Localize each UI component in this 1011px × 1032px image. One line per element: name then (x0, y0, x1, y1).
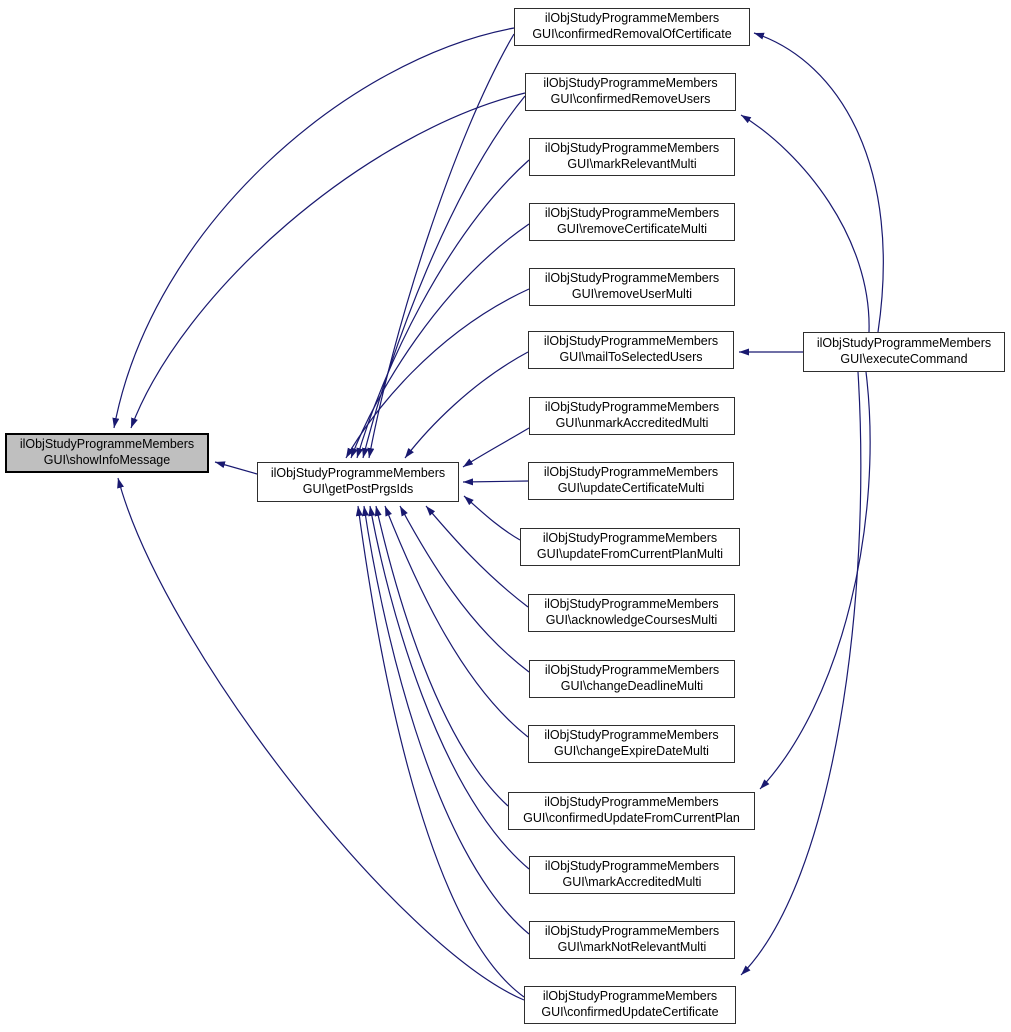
node-class-line: ilObjStudyProgrammeMembers (270, 466, 446, 481)
edge-confirmedUpdateCertificate-to-showInfoMessage (118, 478, 524, 1000)
edge-removeCertificateMulti-to-getPostPrgsIds (351, 224, 529, 458)
node-method-line: GUI\changeDeadlineMulti (560, 679, 704, 693)
node-class-line: ilObjStudyProgrammeMembers (544, 271, 720, 286)
edge-executeCommand-to-confirmedUpdateCertificate (741, 372, 861, 975)
edge-executeCommand-to-confirmedRemovalOfCertificate (754, 33, 883, 332)
node-markAccreditedMulti[interactable] (529, 856, 735, 894)
node-removeUserMulti[interactable] (529, 268, 735, 306)
node-class-line: ilObjStudyProgrammeMembers (544, 206, 720, 221)
node-method-line: GUI\removeCertificateMulti (556, 222, 708, 236)
node-class-line: ilObjStudyProgrammeMembers (19, 437, 195, 452)
node-class-line: ilObjStudyProgrammeMembers (543, 465, 719, 480)
edge-markAccreditedMulti-to-getPostPrgsIds (370, 506, 529, 869)
node-method-line: GUI\markAccreditedMulti (562, 875, 702, 889)
edge-markRelevantMulti-to-getPostPrgsIds (357, 160, 529, 458)
node-changeDeadlineMulti[interactable] (529, 660, 735, 698)
node-class-line: ilObjStudyProgrammeMembers (543, 76, 718, 91)
node-showInfoMessage[interactable] (5, 433, 209, 473)
node-class-line: ilObjStudyProgrammeMembers (542, 989, 718, 1004)
node-class-line: ilObjStudyProgrammeMembers (544, 400, 720, 415)
node-class-line: ilObjStudyProgrammeMembers (544, 11, 720, 26)
node-acknowledgeCoursesMulti[interactable] (528, 594, 735, 632)
node-getPostPrgsIds[interactable] (257, 462, 459, 502)
node-method-line: GUI\acknowledgeCoursesMulti (545, 613, 718, 627)
node-method-line: GUI\getPostPrgsIds (302, 482, 414, 496)
edge-confirmedRemoveUsers-to-getPostPrgsIds (363, 96, 525, 458)
node-method-line: GUI\confirmedUpdateFromCurrentPlan (523, 811, 740, 825)
node-executeCommand[interactable] (803, 332, 1005, 372)
edge-getPostPrgsIds-to-showInfoMessage (215, 462, 257, 474)
node-class-line: ilObjStudyProgrammeMembers (544, 795, 719, 810)
node-confirmedRemovalOfCertificate[interactable] (514, 8, 750, 46)
node-method-line: GUI\executeCommand (840, 352, 968, 366)
node-method-line: GUI\confirmedRemovalOfCertificate (532, 27, 732, 41)
edge-markNotRelevantMulti-to-getPostPrgsIds (364, 506, 529, 934)
node-method-line: GUI\changeExpireDateMulti (554, 744, 709, 758)
node-class-line: ilObjStudyProgrammeMembers (542, 531, 718, 546)
edge-confirmedRemovalOfCertificate-to-getPostPrgsIds (369, 34, 514, 458)
node-method-line: GUI\confirmedRemoveUsers (550, 92, 711, 106)
node-class-line: ilObjStudyProgrammeMembers (544, 597, 719, 612)
node-unmarkAccreditedMulti[interactable] (529, 397, 735, 435)
edge-unmarkAccreditedMulti-to-getPostPrgsIds (463, 428, 529, 467)
node-class-line: ilObjStudyProgrammeMembers (544, 924, 720, 939)
node-confirmedRemoveUsers[interactable] (525, 73, 736, 111)
node-method-line: GUI\markNotRelevantMulti (557, 940, 707, 954)
edge-executeCommand-to-confirmedUpdateFromCurrentPlan (760, 372, 870, 789)
node-method-line: GUI\mailToSelectedUsers (559, 350, 703, 364)
node-updateCertificateMulti[interactable] (528, 462, 734, 500)
node-method-line: GUI\confirmedUpdateCertificate (541, 1005, 719, 1019)
node-mailToSelectedUsers[interactable] (528, 331, 734, 369)
edge-removeUserMulti-to-getPostPrgsIds (346, 289, 529, 458)
edge-confirmedUpdateCertificate-to-getPostPrgsIds (358, 506, 524, 997)
node-method-line: GUI\updateFromCurrentPlanMulti (536, 547, 724, 561)
edge-acknowledgeCoursesMulti-to-getPostPrgsIds (426, 506, 528, 607)
node-changeExpireDateMulti[interactable] (528, 725, 735, 763)
node-method-line: GUI\removeUserMulti (571, 287, 693, 301)
node-class-line: ilObjStudyProgrammeMembers (544, 663, 720, 678)
node-class-line: ilObjStudyProgrammeMembers (543, 334, 719, 349)
node-method-line: GUI\unmarkAccreditedMulti (555, 416, 709, 430)
edge-mailToSelectedUsers-to-getPostPrgsIds (405, 352, 528, 458)
edge-updateFromCurrentPlanMulti-to-getPostPrgsIds (464, 496, 520, 540)
node-removeCertificateMulti[interactable] (529, 203, 735, 241)
node-method-line: GUI\showInfoMessage (43, 453, 171, 467)
edge-changeDeadlineMulti-to-getPostPrgsIds (400, 506, 529, 672)
node-class-line: ilObjStudyProgrammeMembers (544, 728, 719, 743)
node-method-line: GUI\updateCertificateMulti (557, 481, 705, 495)
node-class-line: ilObjStudyProgrammeMembers (544, 859, 720, 874)
node-markRelevantMulti[interactable] (529, 138, 735, 176)
node-confirmedUpdateFromCurrentPlan[interactable] (508, 792, 755, 830)
node-confirmedUpdateCertificate[interactable] (524, 986, 736, 1024)
node-method-line: GUI\markRelevantMulti (567, 157, 697, 171)
edge-confirmedRemoveUsers-to-showInfoMessage (131, 93, 525, 428)
node-markNotRelevantMulti[interactable] (529, 921, 735, 959)
edge-confirmedRemovalOfCertificate-to-showInfoMessage (114, 28, 514, 428)
edge-updateCertificateMulti-to-getPostPrgsIds (463, 481, 528, 482)
node-updateFromCurrentPlanMulti[interactable] (520, 528, 740, 566)
edge-confirmedUpdateFromCurrentPlan-to-getPostPrgsIds (376, 506, 508, 806)
node-class-line: ilObjStudyProgrammeMembers (816, 336, 992, 351)
edge-changeExpireDateMulti-to-getPostPrgsIds (385, 506, 528, 737)
node-class-line: ilObjStudyProgrammeMembers (544, 141, 720, 156)
edge-executeCommand-to-confirmedRemoveUsers (741, 115, 869, 332)
